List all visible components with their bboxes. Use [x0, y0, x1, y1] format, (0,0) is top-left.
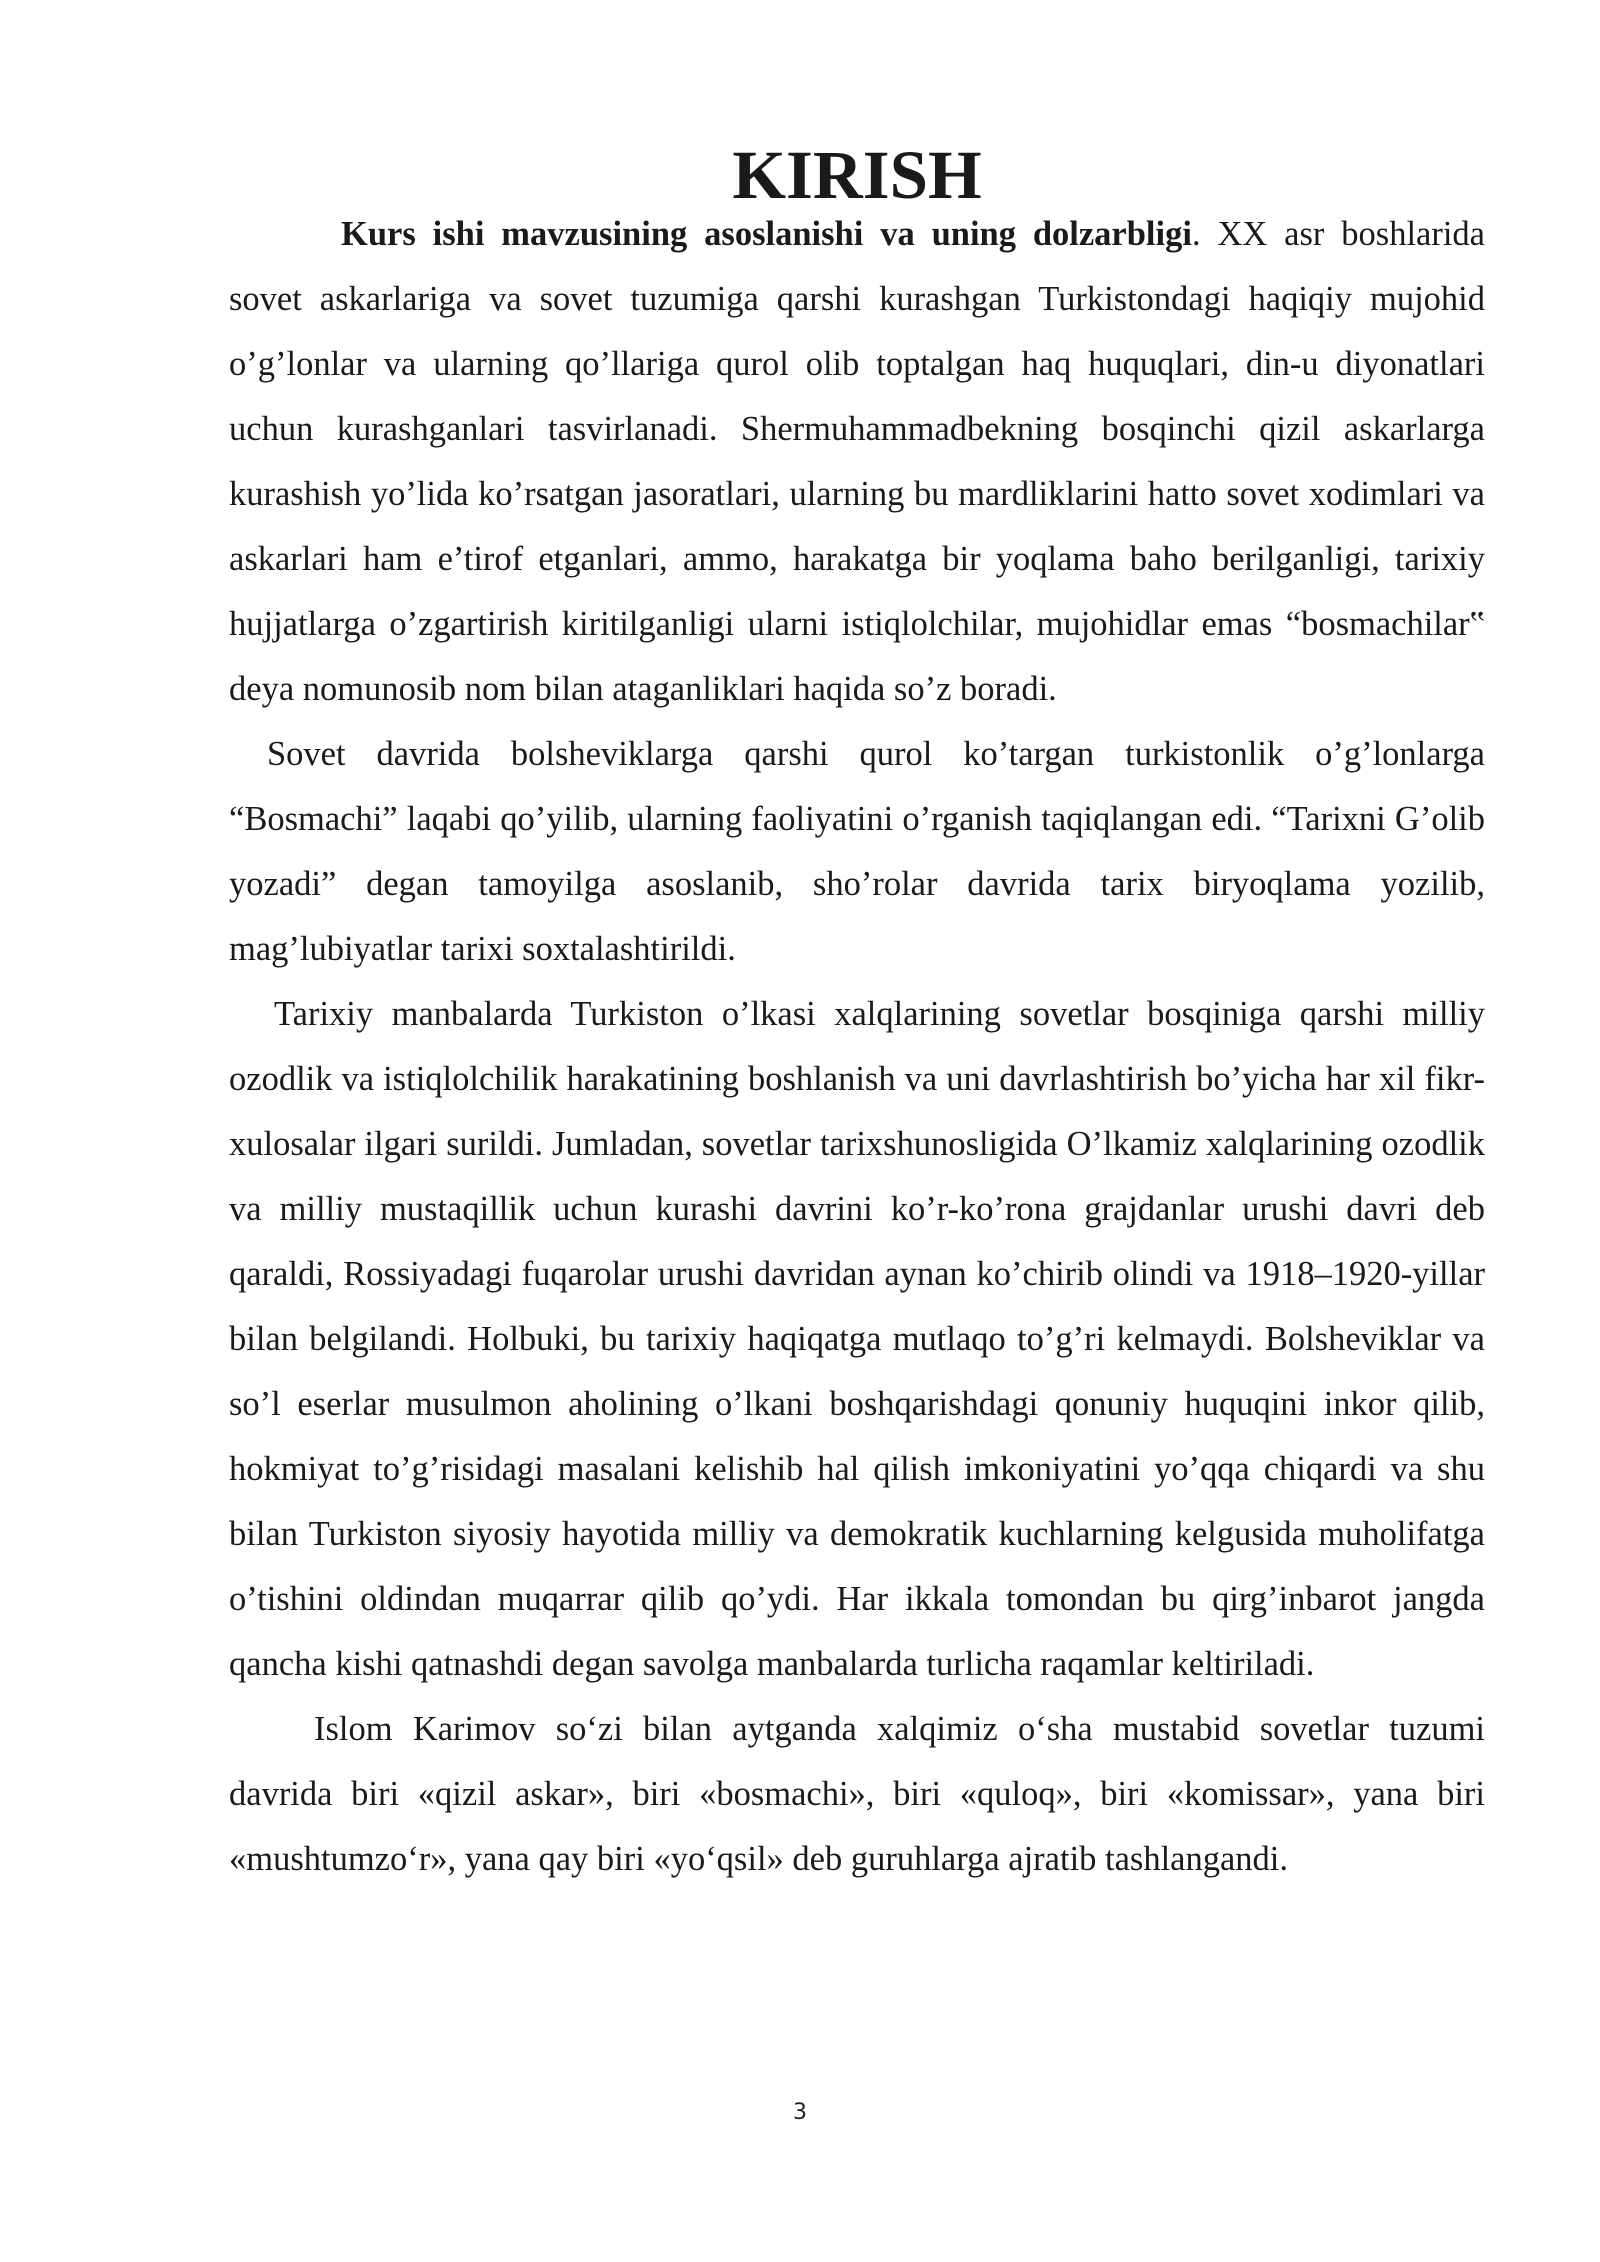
- page-number: 3: [793, 2100, 807, 2125]
- document-body: [229, 137, 1485, 1892]
- paragraph-text: Tarixiy manbalarda Turkiston o’lkasi xalqlarining sovetlar bosqiniga qarshi milliy ozodlik va istiqlolchilik harakatining boshlanish va uni davrlashtirish bo’yicha har xil fikr-xulosalar ilgari surildi. Jumladan, sovetlar tarixshunosligida O’lkamiz xalqlarining ozodlik va milliy mustaqillik uchun kurashi davrini ko’r-ko’rona grajdanlar urushi davri deb qaraldi, Rossiyadagi fuqarolar urushi davridan aynan ko’chirib olindi va 1918–1920-yillar bilan belgilandi. Holbuki, bu tarixiy haqiqatga mutlaqo to’g’ri kelmaydi. Bolsheviklar va so’l eserlar musulmon aholining o’lkani boshqarishdagi qonuniy huquqini inkor qilib, hokmiyat to’g’risidagi masalani kelishib hal qilish imkoniyatini yo’qqa chiqardi va shu bilan Turkiston siyosiy hayotida milliy va demokratik kuchlarning kelgusida muholifatga o’tishini oldindan muqarrar qilib qo’ydi. Har ikkala tomondan bu qirg’inbarot jangda qancha kishi qatnashdi degan savolga manbalarda turlicha raqamlar keltiriladi.: [229, 995, 1485, 1683]
- paragraph-3: [229, 982, 1485, 1697]
- paragraph-1: [229, 202, 1485, 722]
- paragraph-text: Sovet davrida bolsheviklarga qarshi qurol ko’targan turkistonlik o’g’lonlarga “Bosmachi” laqabi qo’yilib, ularning faoliyatini o’rganish taqiqlangan edi. “Tarixni G’olib yozadi” degan tamoyilga asoslanib, sho’rolar davrida tarix biryoqlama yozilib, mag’lubiyatlar tarixi soxtalashtirildi.: [229, 735, 1485, 968]
- page-title: KIRISH: [732, 137, 982, 213]
- paragraph-4: [229, 1697, 1485, 1892]
- paragraph-text: Islom Karimov so‘zi bilan aytganda xalqimiz o‘sha mustabid sovetlar tuzumi davrida biri «qizil askar», biri «bosmachi», biri «quloq», biri «komissar», yana biri «mushtumzo‘r», yana qay biri «yo‘qsil» deb guruhlarga ajratib tashlangandi.: [229, 1710, 1485, 1878]
- paragraph-2: [229, 722, 1485, 982]
- paragraph-text: . XX asr boshlarida sovet askarlariga va sovet tuzumiga qarshi kurashgan Turkistondagi haqiqiy mujohid o’g’lonlar va ularning qo’llariga qurol olib toptalgan haq huquqlari, din-u diyonatlari uchun kurashganlari tasvirlanadi. Shermuhammadbekning bosqinchi qizil askarlarga kurashish yo’lida ko’rsatgan jasoratlari, ularning bu mardliklarini hatto sovet xodimlari va askarlari ham e’tirof etganlari, ammo, harakatga bir yoqlama baho berilganligi, tarixiy hujjatlarga o’zgartirish kiritilganligi ularni istiqlolchilar, mujohidlar emas “bosmachilar‟ deya nomunosib nom bilan ataganliklari haqida so’z boradi.: [229, 215, 1485, 708]
- paragraph-lead: Kurs ishi mavzusining asoslanishi va uning dolzarbligi: [341, 215, 1192, 253]
